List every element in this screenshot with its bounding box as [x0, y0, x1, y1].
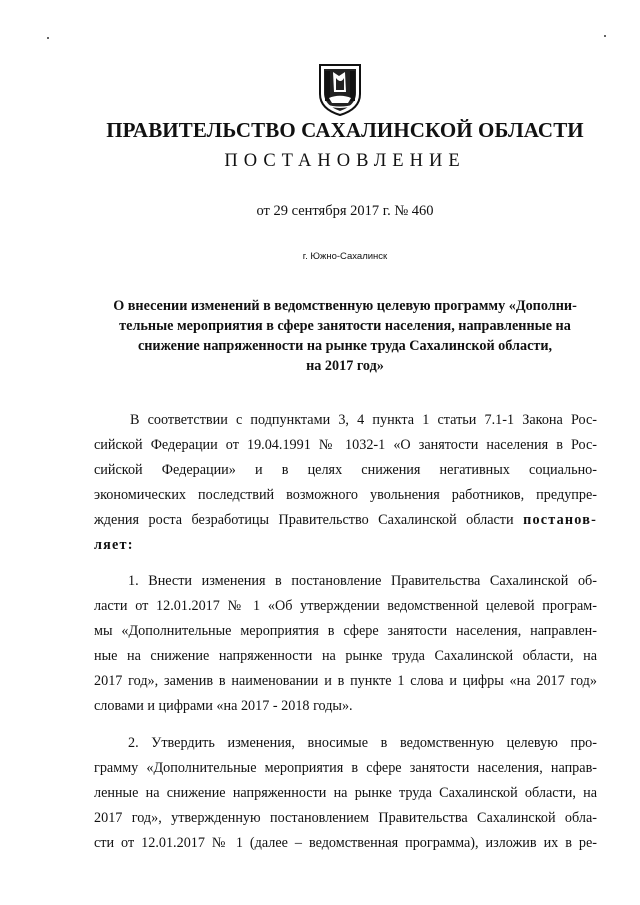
- body-line: 2017 год», заменив в наименовании и в пункте 1 слова и цифры «на 2017 год»: [94, 673, 597, 689]
- body-line: словами и цифрами «на 2017 - 2018 годы».: [94, 698, 353, 714]
- body-line: грамму «Дополнительные мероприятия в сфере занятости населения, направ-: [94, 760, 597, 776]
- body-line: сийской Федерации от 19.04.1991 № 1032-1 «О занятости населения в Рос-: [94, 437, 597, 453]
- body-line: В соответствии с подпунктами 3, 4 пункта 1 статьи 7.1-1 Закона Рос-: [130, 412, 597, 428]
- body-line: 2017 год», утвержденную постановлением Правительства Сахалинской обла-: [94, 810, 597, 826]
- subject-line: тельные мероприятия в сфере занятости населения, направленные на: [119, 318, 571, 334]
- subject-line: снижение напряженности на рынке труда Сахалинской области,: [137, 338, 553, 354]
- body-line: [94, 533, 597, 558]
- document-subject: [100, 296, 590, 376]
- scan-speck: [604, 35, 606, 37]
- organization-title: ПРАВИТЕЛЬСТВО САХАЛИНСКОЙ ОБЛАСТИ: [106, 118, 584, 142]
- body-line: 2. Утвердить изменения, вносимые в ведомственную целевую про-: [128, 735, 597, 751]
- body-line: мы «Дополнительные мероприятия в сфере занятости населения, направлен-: [94, 623, 597, 639]
- resolution-verb-end: ляет:: [94, 537, 134, 553]
- scan-speck: [47, 37, 49, 39]
- body-line-with-bold: [94, 508, 597, 533]
- body-line: экономических последствий возможного увольнения работников, предупре-: [94, 487, 597, 503]
- paragraph-item-2: [94, 731, 597, 856]
- body-line: ные на снижение напряженности на рынке труда Сахалинской области, на: [94, 648, 597, 664]
- body-line: ласти от 12.01.2017 № 1 «Об утверждении ведомственной целевой програм-: [94, 598, 597, 614]
- paragraph-preamble: [94, 408, 597, 558]
- paragraph-item-1: [94, 569, 597, 719]
- body-line: ленные на снижение напряженности на рынке труда Сахалинской области, на: [94, 785, 597, 801]
- document-city: г. Южно-Сахалинск: [302, 251, 388, 262]
- body-line: 1. Внести изменения в постановление Правительства Сахалинской об-: [128, 573, 597, 589]
- resolution-verb: постанов-: [523, 512, 597, 528]
- sakhalin-coat-of-arms-icon: [317, 62, 363, 116]
- subject-line: О внесении изменений в ведомственную целевую программу «Дополни-: [113, 298, 577, 314]
- document-body: [94, 408, 597, 856]
- document-date-number: от 29 сентября 2017 г. № 460: [256, 203, 434, 219]
- document-type: ПОСТАНОВЛЕНИЕ: [224, 151, 466, 171]
- body-line-text: ждения роста безработицы Правительство Сахалинской области: [94, 512, 524, 528]
- body-line: сти от 12.01.2017 № 1 (далее – ведомственная программа), изложив их в ре-: [94, 835, 597, 851]
- subject-line: на 2017 год»: [306, 358, 384, 374]
- body-line: сийской Федерации» и в целях снижения негативных социально-: [94, 462, 597, 478]
